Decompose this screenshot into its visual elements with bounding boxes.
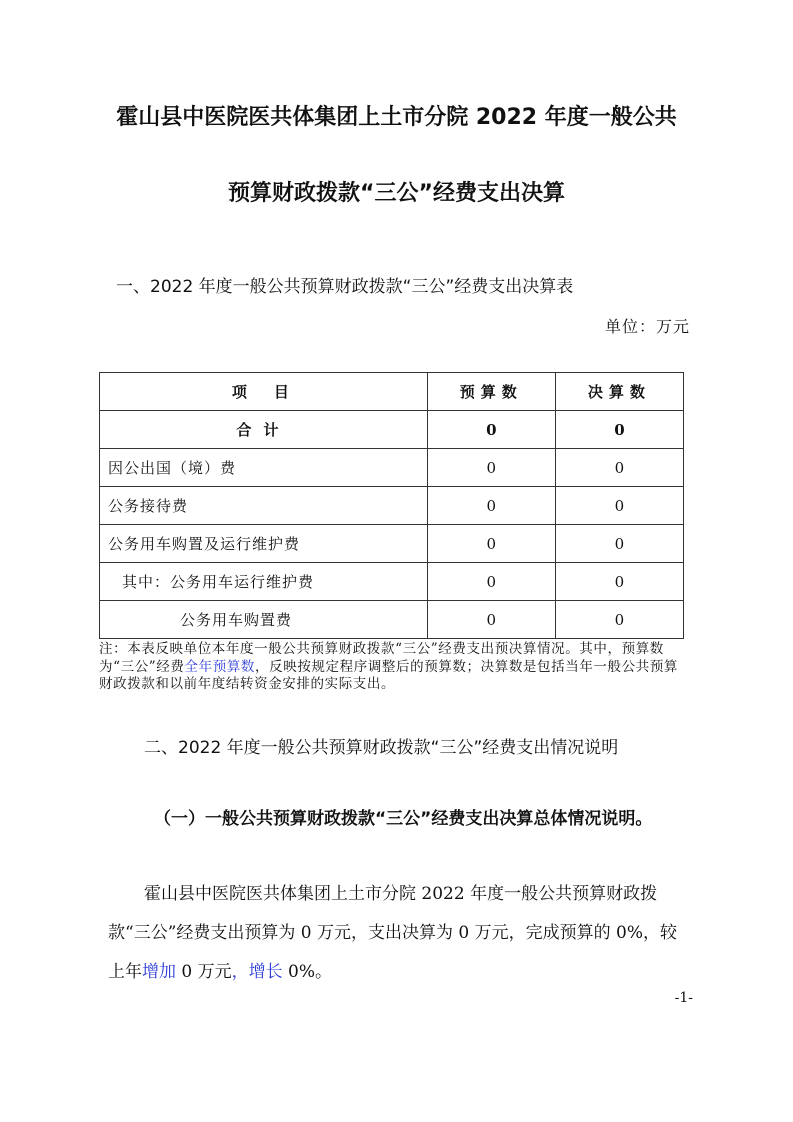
- row-label: 公务用车购置费: [100, 601, 428, 639]
- row-label: 其中：公务用车运行维护费: [100, 563, 428, 601]
- header-budget: 预算数: [427, 373, 555, 411]
- row-label: 公务用车购置及运行维护费: [100, 525, 428, 563]
- table-row: [100, 525, 684, 563]
- total-label: 合计: [100, 411, 428, 449]
- table-total-row: [100, 411, 684, 449]
- body-highlight-growth: ，增长: [231, 962, 283, 982]
- unit-label: 单位：万元: [604, 317, 690, 336]
- note-text: 注：本表反映单位本年度一般公共预算财政拨款“三公”经费支出预决算情况。其中，预算数为“三公”经费: [99, 641, 664, 675]
- table-header-row: [100, 373, 684, 411]
- row-actual: 0: [555, 601, 683, 639]
- table-row: [100, 487, 684, 525]
- body-paragraph: [108, 875, 690, 992]
- row-actual: 0: [555, 449, 683, 487]
- body-highlight-increase: 增加: [142, 962, 176, 982]
- document-title-line1: 霍山县中医院医共体集团上土市分院 2022 年度一般公共: [116, 105, 677, 130]
- table-row: [100, 563, 684, 601]
- table-row: [100, 449, 684, 487]
- total-actual: 0: [555, 411, 683, 449]
- body-text-3: 0%。: [282, 962, 332, 982]
- subsection1-heading: （一）一般公共预算财政拨款“三公”经费支出决算总体情况说明。: [154, 809, 653, 829]
- note-highlight: 全年预算数: [184, 658, 256, 675]
- row-label: 因公出国（境）费: [100, 449, 428, 487]
- body-text: 霍山县中医院医共体集团上土市分院 2022 年度一般公共预算财政拨款“三公”经费支出预算为 0 万元，支出决算为 0 万元，完成预算的 0%，较上年: [108, 884, 678, 982]
- table-note: [99, 641, 689, 694]
- header-item: 项 目: [100, 373, 428, 411]
- row-budget: 0: [427, 487, 555, 525]
- row-budget: 0: [427, 563, 555, 601]
- row-budget: 0: [427, 601, 555, 639]
- row-budget: 0: [427, 525, 555, 563]
- table-row: [100, 601, 684, 639]
- row-actual: 0: [555, 525, 683, 563]
- row-actual: 0: [555, 487, 683, 525]
- section1-heading: 一、2022 年度一般公共预算财政拨款“三公”经费支出决算表: [116, 277, 574, 297]
- row-label: 公务接待费: [100, 487, 428, 525]
- row-actual: 0: [555, 563, 683, 601]
- page-number: -1-: [674, 990, 693, 1006]
- document-title-line2: 预算财政拨款“三公”经费支出决算: [228, 181, 565, 206]
- header-actual: 决算数: [555, 373, 683, 411]
- note-text-2: ，反映按规定程序调整后的预算数；决算数是包括当年一般公共预算财政拨款和以前年度结转资金安排的实际支出。: [99, 658, 679, 692]
- total-budget: 0: [427, 411, 555, 449]
- section2-heading: 二、2022 年度一般公共预算财政拨款“三公”经费支出情况说明: [144, 738, 619, 758]
- body-text-2: 0 万元: [176, 962, 232, 982]
- row-budget: 0: [427, 449, 555, 487]
- expense-table: [99, 372, 684, 639]
